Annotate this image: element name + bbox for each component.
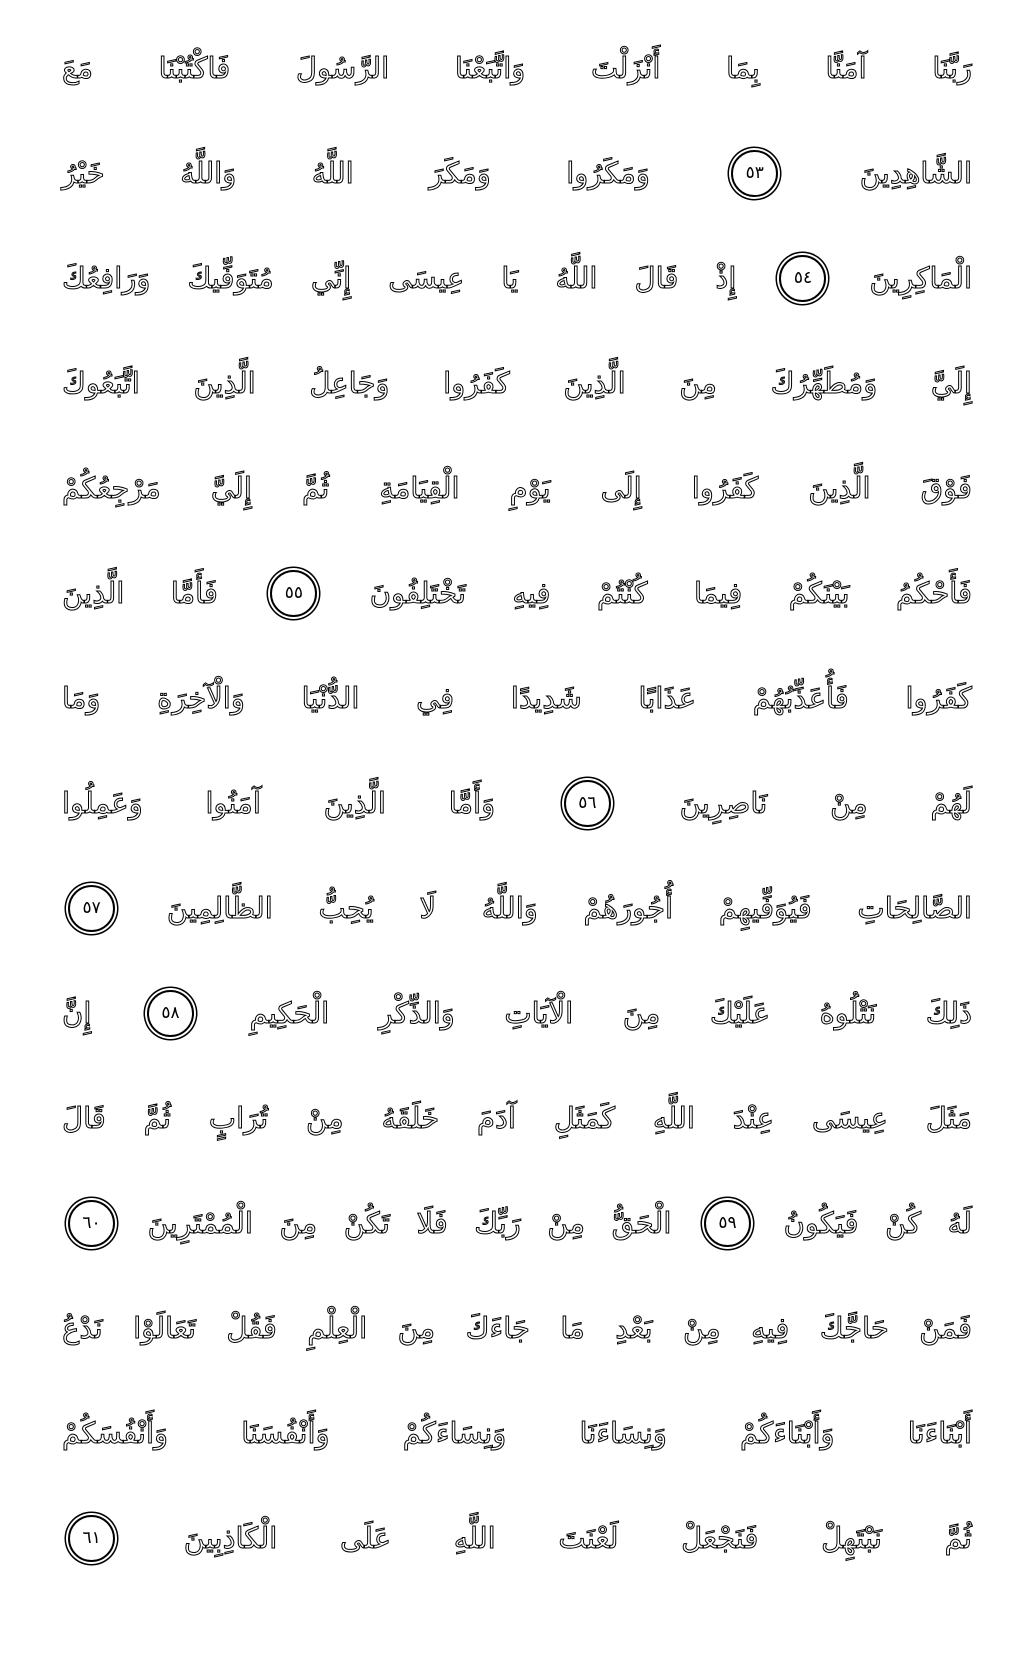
quran-word: رَبِّكَ bbox=[474, 1206, 521, 1241]
quran-word: كَفَرُوا bbox=[905, 681, 972, 716]
quran-word: الْقِيَامَةِ bbox=[379, 471, 460, 506]
mushaf-line bbox=[62, 961, 972, 1066]
quran-word: قَالَ bbox=[62, 1101, 106, 1136]
quran-word: إِنَّ bbox=[62, 996, 92, 1031]
quran-word: مَعَ bbox=[62, 51, 93, 86]
quran-word: الْكَاذِبِينَ bbox=[183, 1521, 278, 1556]
ayah-end-marker: ٥٣ bbox=[731, 150, 778, 197]
quran-word: الَّذِينَ bbox=[323, 786, 386, 821]
quran-word: خَيْرُ bbox=[62, 156, 105, 191]
quran-word: نَبْتَهِلْ bbox=[821, 1521, 882, 1556]
quran-word: فَنَجْعَلْ bbox=[681, 1521, 759, 1556]
quran-word: فَلَا bbox=[416, 1206, 448, 1241]
quran-word: وَمَكَرُوا bbox=[566, 156, 650, 191]
quran-word: أُجُورَهُمْ bbox=[583, 891, 674, 926]
quran-word: الظَّالِمِينَ bbox=[166, 891, 273, 926]
quran-word: الَّذِينَ bbox=[563, 366, 626, 401]
quran-word: وَعَمِلُوا bbox=[62, 786, 143, 821]
ayah-end-marker: ٥٥ bbox=[270, 570, 317, 617]
quran-word: الَّذِينَ bbox=[808, 471, 871, 506]
quran-word: فِيهِ bbox=[512, 576, 551, 611]
quran-word: اتَّبَعُوكَ bbox=[62, 366, 140, 401]
quran-word: آمَنَّا bbox=[825, 51, 867, 86]
quran-word: فَقُلْ bbox=[226, 1311, 277, 1346]
quran-word: وَأَمَّا bbox=[448, 786, 496, 821]
quran-word: تَعَالَوْا bbox=[133, 1311, 196, 1346]
quran-word: فِيهِ bbox=[751, 1311, 790, 1346]
quran-word: تَخْتَلِفُونَ bbox=[369, 576, 466, 611]
quran-word: عِيسَى bbox=[811, 1101, 888, 1136]
quran-word: تُرَابٍ bbox=[208, 1101, 269, 1136]
mushaf-line bbox=[62, 1066, 972, 1171]
quran-word: لَهُ bbox=[947, 1206, 972, 1241]
quran-word: قَالَ bbox=[634, 261, 679, 296]
quran-word: حَاجَّكَ bbox=[819, 1311, 889, 1346]
quran-word: فَوْقَ bbox=[920, 471, 972, 506]
quran-word: عِنْدَ bbox=[732, 1101, 775, 1136]
quran-word: بَيْنَكُمْ bbox=[788, 576, 850, 611]
mushaf-line bbox=[62, 1381, 972, 1486]
quran-word: وَأَنْفُسَنَا bbox=[241, 1416, 330, 1451]
quran-word: الصَّالِحَاتِ bbox=[857, 891, 972, 926]
quran-word: يُحِبُّ bbox=[318, 891, 374, 926]
quran-word: مِنْ bbox=[547, 1206, 586, 1241]
quran-word: فَيَكُونُ bbox=[783, 1206, 859, 1241]
quran-word: بِمَا bbox=[726, 51, 760, 86]
quran-word: مَا bbox=[560, 1311, 585, 1346]
quran-word: عَلَى bbox=[339, 1521, 392, 1556]
quran-word: آمَنُوا bbox=[205, 786, 261, 821]
quran-word: مِنْ bbox=[683, 1311, 721, 1346]
quran-word: كَمَثَلِ bbox=[553, 1101, 616, 1136]
quran-word: كُنْ bbox=[885, 1206, 922, 1241]
quran-word: فَأُعَذِّبُهُمْ bbox=[752, 681, 849, 716]
quran-word: جَاءَكَ bbox=[465, 1311, 530, 1346]
mushaf-line bbox=[62, 541, 972, 646]
ayah-end-marker: ٦١ bbox=[68, 1515, 115, 1562]
mushaf-line bbox=[62, 646, 972, 751]
quran-word: وَاتَّبَعْنَا bbox=[454, 51, 526, 86]
quran-word: اللَّهُ bbox=[555, 261, 598, 296]
quran-word: آدَمَ bbox=[477, 1101, 516, 1136]
quran-word: وَمَكَرَ bbox=[429, 156, 491, 191]
quran-word: مُتَوَفِّيكَ bbox=[187, 261, 274, 296]
quran-word: كُنْتُمْ bbox=[596, 576, 648, 611]
quran-word: الدُّنْيَا bbox=[301, 681, 360, 716]
quran-word: الرَّسُولَ bbox=[295, 51, 390, 86]
quran-word: فَأَحْكُمُ bbox=[896, 576, 972, 611]
quran-word: ثُمَّ bbox=[301, 471, 330, 506]
ayah-end-marker: ٥٤ bbox=[779, 255, 826, 302]
quran-word: الَّذِينَ bbox=[193, 366, 256, 401]
ayah-end-marker: ٥٦ bbox=[564, 780, 611, 827]
mushaf-line bbox=[62, 1276, 972, 1381]
quran-word: مِنَ bbox=[397, 1311, 436, 1346]
mushaf-line bbox=[62, 1486, 972, 1591]
mushaf-line bbox=[62, 751, 972, 856]
quran-word: وَأَنْفُسَكُمْ bbox=[62, 1416, 169, 1451]
quran-word: الْعِلْمِ bbox=[307, 1311, 368, 1346]
ayah-end-marker: ٥٧ bbox=[68, 885, 115, 932]
quran-word: لَهُمْ bbox=[930, 786, 972, 821]
mushaf-lines bbox=[62, 16, 972, 1591]
quran-word: وَجَاعِلُ bbox=[309, 366, 390, 401]
mushaf-line bbox=[62, 1171, 972, 1276]
quran-word: وَرَافِعُكَ bbox=[62, 261, 151, 296]
mushaf-line bbox=[62, 121, 972, 226]
quran-word: تَكُنْ bbox=[343, 1206, 390, 1241]
quran-word: لَعْنَتَ bbox=[558, 1521, 619, 1556]
quran-word: إِلَيَّ bbox=[210, 471, 252, 506]
quran-word: مَرْجِعُكُمْ bbox=[62, 471, 161, 506]
quran-word: الْمُمْتَرِينَ bbox=[147, 1206, 253, 1241]
quran-word: نَتْلُوهُ bbox=[819, 996, 877, 1031]
quran-word: الْحَكِيمِ bbox=[249, 996, 330, 1031]
quran-word: مِنَ bbox=[279, 1206, 318, 1241]
quran-word: يَا bbox=[501, 261, 519, 296]
quran-word: إِذْ bbox=[715, 261, 737, 296]
quran-word: إِلَى bbox=[600, 471, 642, 506]
quran-word: عِيسَى bbox=[388, 261, 465, 296]
quran-word: وَمَا bbox=[62, 681, 101, 716]
quran-word: فَأَمَّا bbox=[170, 576, 218, 611]
quran-word: مِنْ bbox=[830, 786, 868, 821]
quran-word: فِي bbox=[416, 681, 455, 716]
quran-word: لَا bbox=[419, 891, 437, 926]
quran-word: مَثَلَ bbox=[925, 1101, 972, 1136]
mushaf-line bbox=[62, 226, 972, 331]
ayah-end-marker: ٥٨ bbox=[147, 990, 194, 1037]
quran-word: الَّذِينَ bbox=[62, 576, 125, 611]
quran-word: وَأَبْنَاءَكُمْ bbox=[740, 1416, 835, 1451]
quran-word: الشَّاهِدِينَ bbox=[859, 156, 972, 191]
quran-word: وَنِسَاءَنَا bbox=[579, 1416, 667, 1451]
quran-word: فَيُوَفِّيهِمْ bbox=[718, 891, 812, 926]
ayah-end-marker: ٥٩ bbox=[704, 1200, 751, 1247]
quran-word: ثُمَّ bbox=[143, 1101, 171, 1136]
quran-word: اللَّهِ bbox=[652, 1101, 695, 1136]
quran-word: شَدِيدًا bbox=[510, 681, 582, 716]
quran-word: مِنْ bbox=[306, 1101, 344, 1136]
quran-word: اللَّهِ bbox=[453, 1521, 496, 1556]
quran-word: الْحَقُّ bbox=[611, 1206, 672, 1241]
mushaf-line bbox=[62, 331, 972, 436]
quran-word: اللَّهُ bbox=[311, 156, 354, 191]
quran-word: كَفَرُوا bbox=[443, 366, 510, 401]
quran-word: وَنِسَاءَكُمْ bbox=[402, 1416, 507, 1451]
quran-word: بَعْدِ bbox=[615, 1311, 653, 1346]
quran-word: مِنَ bbox=[679, 366, 717, 401]
quran-word: فِيمَا bbox=[694, 576, 743, 611]
quran-word: وَاللَّهُ bbox=[180, 156, 237, 191]
quran-word: يَوْمِ bbox=[509, 471, 551, 506]
quran-word: عَذَابًا bbox=[638, 681, 697, 716]
quran-word: كَفَرُوا bbox=[691, 471, 759, 506]
quran-word: عَلَيْكَ bbox=[709, 996, 771, 1031]
quran-word: فَمَنْ bbox=[919, 1311, 972, 1346]
mushaf-line bbox=[62, 436, 972, 541]
quran-word: فَاكْتُبْنَا bbox=[158, 51, 231, 86]
quran-word: أَبْنَاءَنَا bbox=[907, 1416, 972, 1451]
quran-word: وَاللَّهُ bbox=[481, 891, 538, 926]
mushaf-line bbox=[62, 856, 972, 961]
quran-word: مِنَ bbox=[622, 996, 661, 1031]
quran-word: أَنْزَلْتَ bbox=[590, 51, 661, 86]
quran-word: وَالْآخِرَةِ bbox=[157, 681, 245, 716]
quran-word: رَبَّنَا bbox=[932, 51, 972, 86]
ayah-end-marker: ٦٠ bbox=[68, 1200, 115, 1247]
quran-word: وَمُطَهِّرُكَ bbox=[770, 366, 878, 401]
quran-word: خَلَقَهُ bbox=[381, 1101, 440, 1136]
mushaf-line bbox=[62, 16, 972, 121]
quran-word: ذَلِكَ bbox=[925, 996, 972, 1031]
quran-word: الْآيَاتِ bbox=[504, 996, 574, 1031]
quran-word: إِنِّي bbox=[310, 261, 352, 296]
quran-word: إِلَيَّ bbox=[930, 366, 972, 401]
quran-word: الْمَاكِرِينَ bbox=[869, 261, 972, 296]
quran-word: نَدْعُ bbox=[62, 1311, 103, 1346]
quran-word: نَاصِرِينَ bbox=[679, 786, 768, 821]
quran-word: ثُمَّ bbox=[944, 1521, 972, 1556]
quran-word: وَالذِّكْرِ bbox=[378, 996, 455, 1031]
